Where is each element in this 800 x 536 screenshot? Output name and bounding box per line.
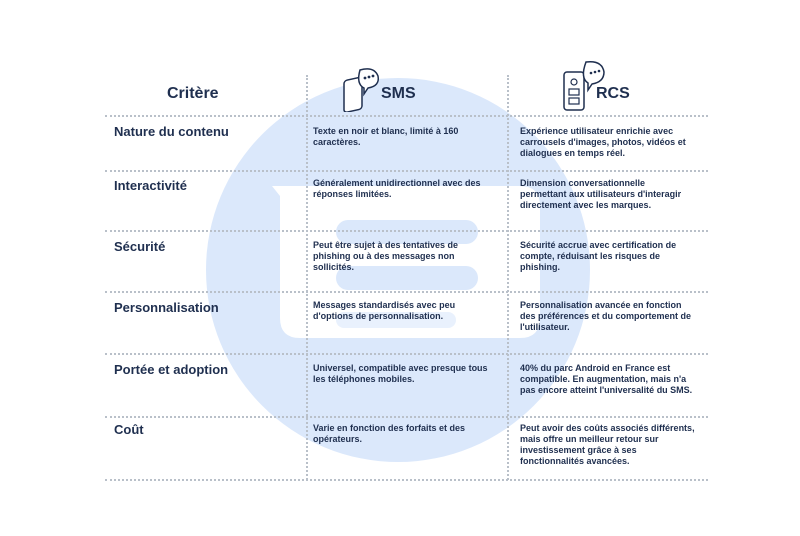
cell-line: fonctionnalités avancées. bbox=[520, 456, 630, 466]
cell-line: Personnalisation avancée en fonction bbox=[520, 300, 682, 310]
sms-cell bbox=[313, 363, 498, 385]
cell-line: Expérience utilisateur enrichie avec bbox=[520, 126, 674, 136]
criterion-label: Portée et adoption bbox=[114, 362, 229, 377]
sms-cell bbox=[313, 423, 498, 445]
sms-cell bbox=[313, 240, 498, 273]
cell-line: investissement grâce à ses bbox=[520, 445, 637, 455]
cell-line: Messages standardisés avec peu bbox=[313, 300, 456, 310]
row-divider bbox=[105, 353, 708, 355]
rcs-cell bbox=[520, 423, 705, 467]
rcs-cell bbox=[520, 240, 705, 273]
criterion-label: Interactivité bbox=[114, 178, 187, 193]
cell-line: 40% du parc Android en France est bbox=[520, 363, 671, 373]
cell-line: les téléphones mobiles. bbox=[313, 374, 415, 384]
cell-line: réponses limitées. bbox=[313, 189, 392, 199]
cell-line: compatible. En augmentation, mais n'a bbox=[520, 374, 687, 384]
row-divider bbox=[105, 291, 708, 293]
criterion-label: Personnalisation bbox=[114, 300, 219, 315]
cell-line: directement avec les marques. bbox=[520, 200, 652, 210]
criterion-label: Sécurité bbox=[114, 239, 166, 254]
row-divider bbox=[105, 115, 708, 117]
sms-phone-chat-icon bbox=[338, 64, 384, 112]
cell-line: Dimension conversationnelle bbox=[520, 178, 646, 188]
row-divider bbox=[105, 230, 708, 232]
cell-line: permettant aux utilisateurs d'interagir bbox=[520, 189, 682, 199]
cell-line: dialogues en temps réel. bbox=[520, 148, 626, 158]
cell-line: d'options de personnalisation. bbox=[313, 311, 444, 321]
cell-line: Varie en fonction des forfaits et des bbox=[313, 423, 466, 433]
cell-line: sollicités. bbox=[313, 262, 355, 272]
cell-line: Universel, compatible avec presque tous bbox=[313, 363, 488, 373]
cell-line: Texte en noir et blanc, limité à 160 bbox=[313, 126, 459, 136]
sms-cell bbox=[313, 300, 498, 322]
rcs-cell bbox=[520, 363, 705, 396]
rcs-cell bbox=[520, 178, 705, 211]
cell-line: Généralement unidirectionnel avec des bbox=[313, 178, 481, 188]
rcs-cell bbox=[520, 126, 705, 159]
cell-line: l'utilisateur. bbox=[520, 322, 570, 332]
cell-line: caractères. bbox=[313, 137, 361, 147]
cell-line: opérateurs. bbox=[313, 434, 363, 444]
row-divider bbox=[105, 170, 708, 172]
column-divider-1 bbox=[306, 75, 308, 480]
cell-line: Peut être sujet à des tentatives de bbox=[313, 240, 459, 250]
cell-line: des préférences et du comportement de bbox=[520, 311, 692, 321]
cell-line: phishing. bbox=[520, 262, 560, 272]
row-divider bbox=[105, 416, 708, 418]
row-divider bbox=[105, 479, 708, 481]
criteria-header: Critère bbox=[167, 85, 219, 102]
cell-line: phishing ou à des messages non bbox=[313, 251, 455, 261]
cell-line: compte, réduisant les risques de bbox=[520, 251, 661, 261]
sms-header: SMS bbox=[381, 85, 416, 102]
sms-cell bbox=[313, 126, 498, 148]
rcs-header: RCS bbox=[596, 85, 630, 102]
cell-line: mais offre un meilleur retour sur bbox=[520, 434, 659, 444]
cell-line: Peut avoir des coûts associés différents, bbox=[520, 423, 695, 433]
cell-line: Sécurité accrue avec certification de bbox=[520, 240, 677, 250]
criterion-label: Nature du contenu bbox=[114, 124, 229, 139]
sms-cell bbox=[313, 178, 498, 200]
criterion-label: Coût bbox=[114, 422, 144, 437]
rcs-cell bbox=[520, 300, 705, 333]
cell-line: pas encore atteint l'universalité du SMS. bbox=[520, 385, 693, 395]
cell-line: carrousels d'images, photos, vidéos et bbox=[520, 137, 686, 147]
column-divider-2 bbox=[507, 75, 509, 480]
